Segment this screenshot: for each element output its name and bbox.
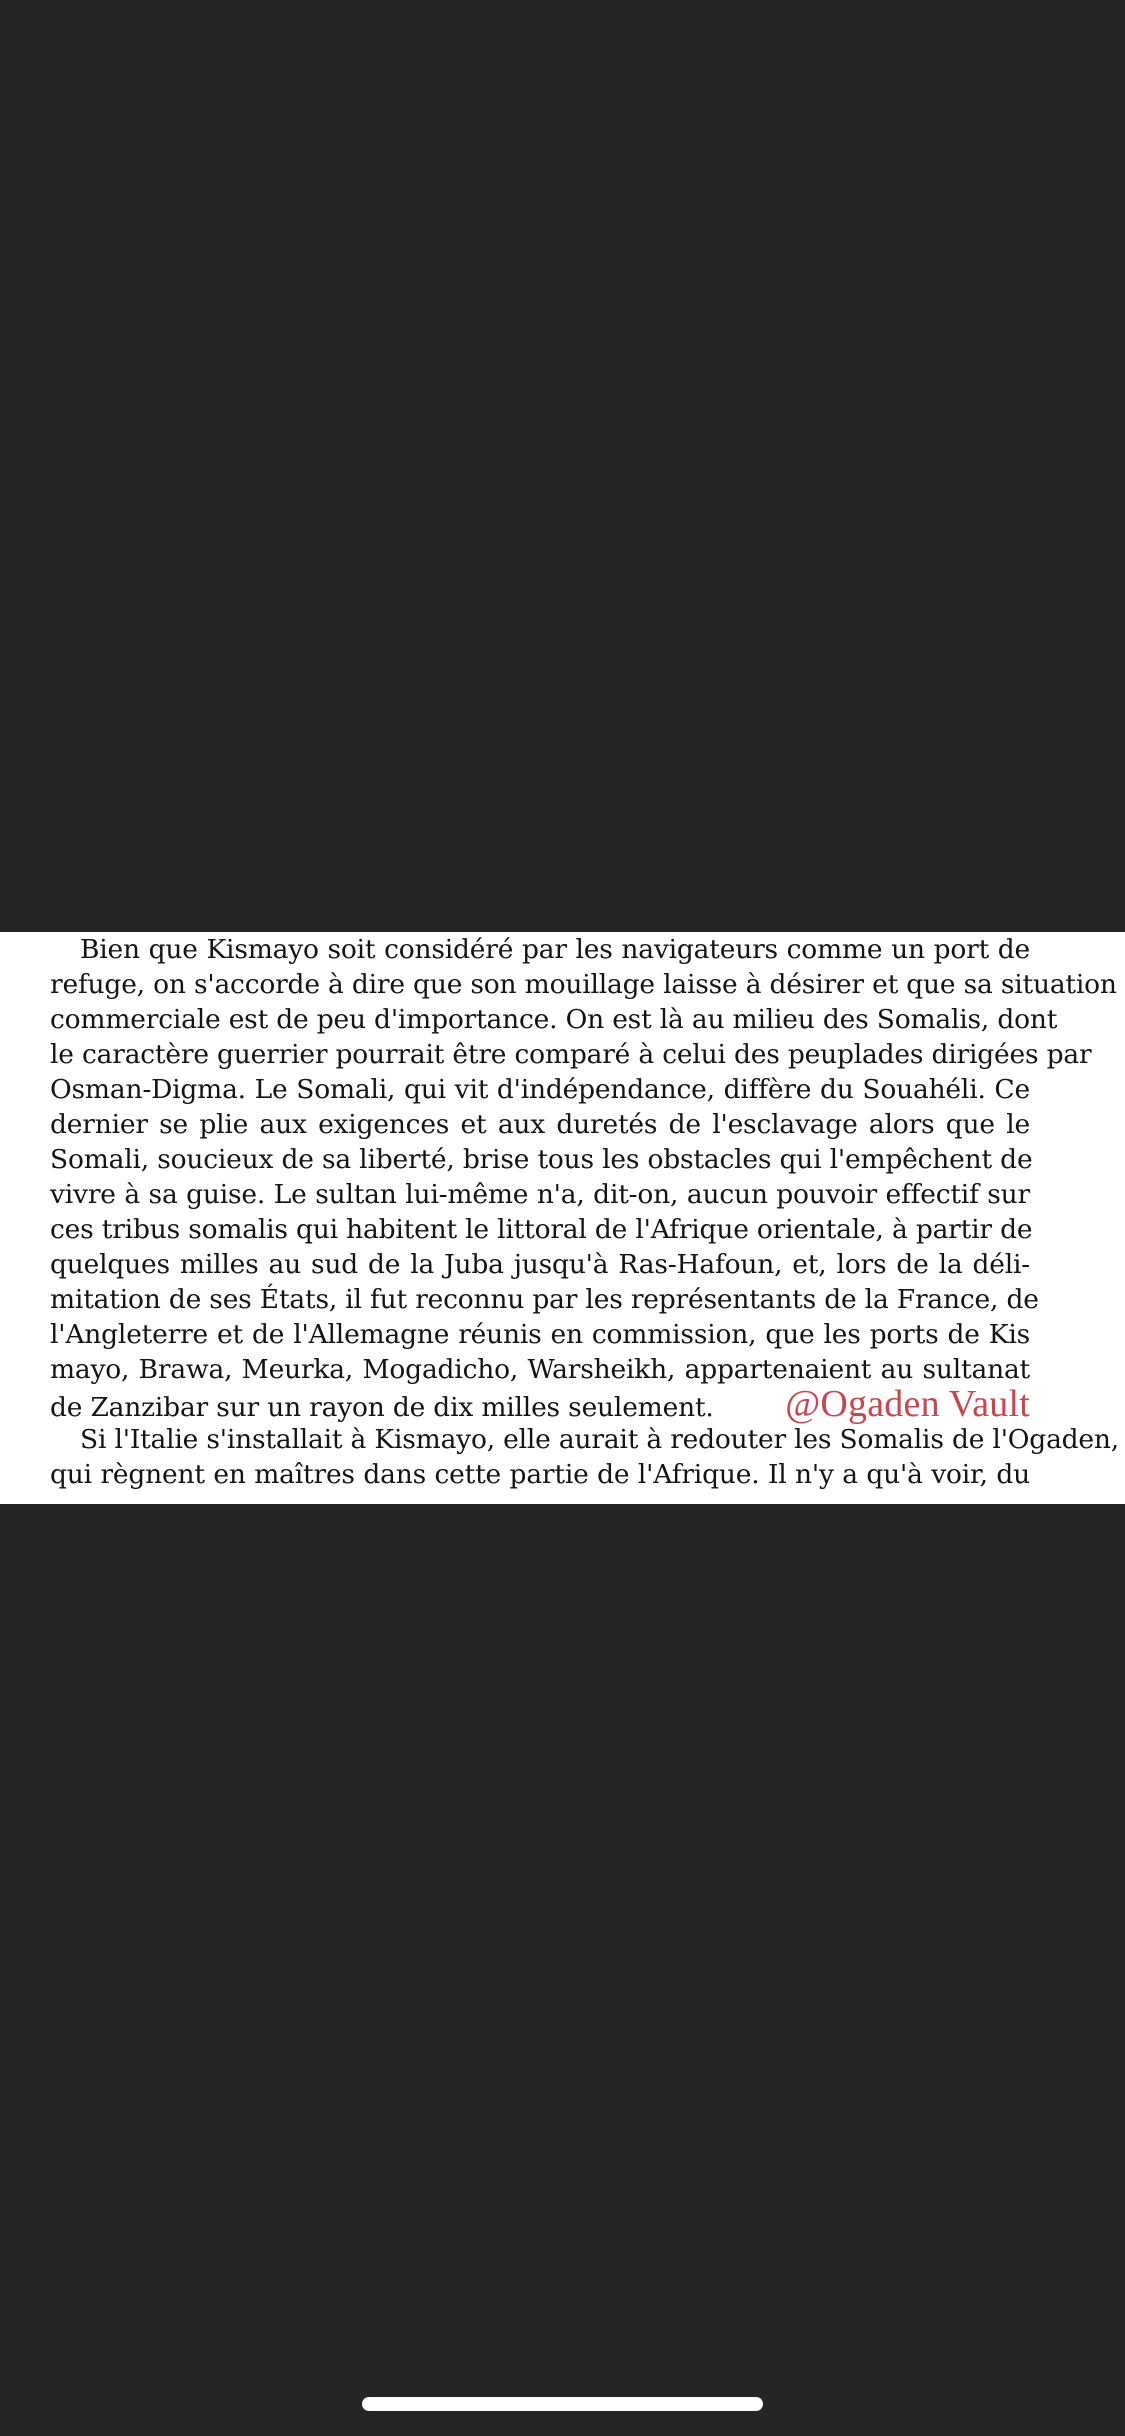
text-line-content: l'Angleterre et de l'Allemagne réunis en commission, que les ports de Kis: [50, 1319, 1030, 1350]
text-line-content: refuge, on s'accorde à dire que son mouillage laisse à désirer et que sa situation: [50, 969, 1117, 1000]
text-line: [50, 1107, 1030, 1142]
text-line-content: Si l'Italie s'installait à Kismayo, elle aurait à redouter les Somalis de l'Ogaden,: [80, 1424, 1120, 1455]
text-line-content: quelques milles au sud de la Juba jusqu'à Ras-Hafoun, et, lors de la déli-: [50, 1249, 1030, 1280]
home-indicator[interactable]: [362, 2397, 763, 2411]
text-line: [50, 1072, 1030, 1107]
text-line-content: mitation de ses États, il fut reconnu par les représentants de la France, de: [50, 1284, 1039, 1315]
document-image[interactable]: [0, 932, 1125, 1504]
text-line: [50, 1142, 1033, 1177]
text-line: [50, 1037, 1092, 1072]
text-line: [50, 1177, 1030, 1212]
text-line: [50, 1212, 1033, 1247]
text-line-content: le caractère guerrier pourrait être comparé à celui des peuplades dirigées par: [50, 1039, 1092, 1070]
text-line-content: qui règnent en maîtres dans cette partie de l'Afrique. Il n'y a qu'à voir, du: [50, 1459, 1030, 1490]
text-line-content: dernier se plie aux exigences et aux duretés de l'esclavage alors que le: [50, 1109, 1030, 1140]
text-line: [50, 1352, 1030, 1387]
text-line: [50, 1422, 1120, 1457]
text-line: [50, 1317, 1030, 1352]
text-line: [50, 1457, 1030, 1492]
text-line: [50, 932, 1030, 967]
watermark-label: @Ogaden Vault: [785, 1383, 1030, 1425]
text-line: [50, 967, 1117, 1002]
text-line-content: commerciale est de peu d'importance. On est là au milieu des Somalis, dont: [50, 1004, 1058, 1035]
text-line: [50, 1247, 1030, 1282]
text-line-content: Osman-Digma. Le Somali, qui vit d'indépendance, diffère du Souahéli. Ce: [50, 1074, 1030, 1105]
text-line-content: Somali, soucieux de sa liberté, brise tous les obstacles qui l'empêchent de: [50, 1144, 1033, 1175]
text-line-content: mayo, Brawa, Meurka, Mogadicho, Warsheikh, appartenaient au sultanat: [50, 1354, 1030, 1385]
text-line-content: Bien que Kismayo soit considéré par les navigateurs comme un port de: [80, 934, 1030, 965]
text-line-content: ces tribus somalis qui habitent le littoral de l'Afrique orientale, à partir de: [50, 1214, 1033, 1245]
text-line-content: vivre à sa guise. Le sultan lui-même n'a, dit-on, aucun pouvoir effectif sur: [50, 1179, 1030, 1210]
text-line: [50, 1002, 1058, 1037]
text-line-with-watermark: [50, 1383, 1030, 1425]
document-text: [50, 932, 1120, 1492]
text-line-content: de Zanzibar sur un rayon de dix milles seulement.: [50, 1392, 714, 1423]
text-line: [50, 1282, 1039, 1317]
